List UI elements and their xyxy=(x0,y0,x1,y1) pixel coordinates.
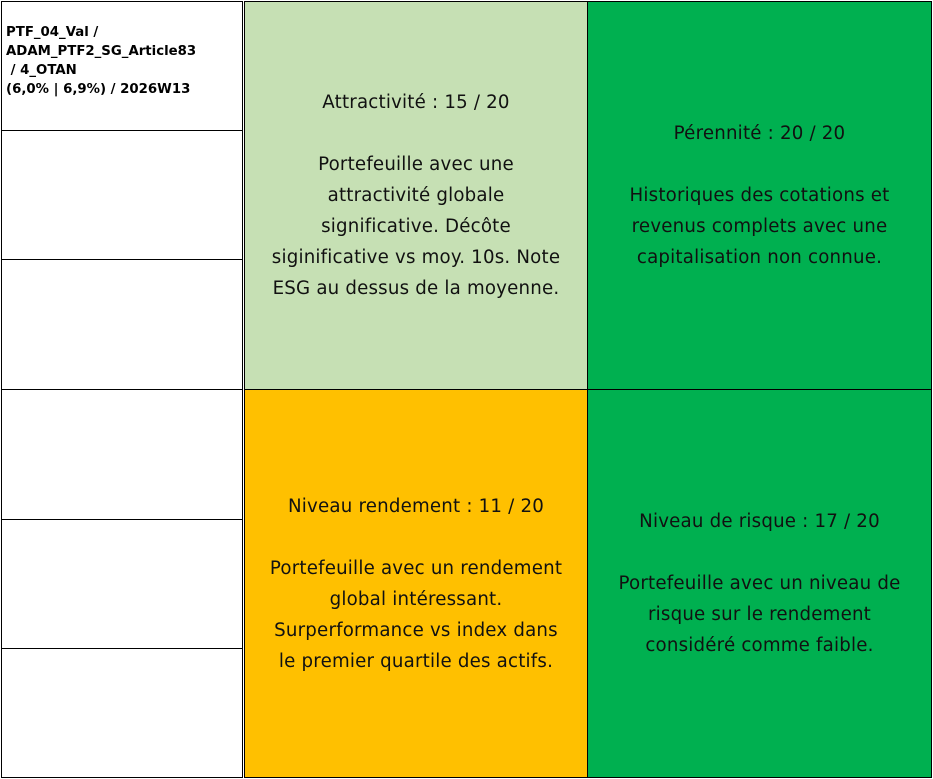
portfolio-group-line: / 4_OTAN xyxy=(6,63,77,78)
perennite-description: Historiques des cotations et revenus complets avec une capitalisation non connue. xyxy=(629,185,890,268)
portfolio-header-cell xyxy=(1,1,243,131)
empty-cell-5 xyxy=(1,648,243,778)
rendement-description: Portefeuille avec un rendement global intéressant. Surperformance vs index dans le premier quartile des actifs. xyxy=(269,557,563,672)
empty-cell-2 xyxy=(1,259,243,390)
perennite-title: Pérennité : 20 / 20 xyxy=(673,123,846,144)
portfolio-id-line: PTF_04_Val / xyxy=(6,25,99,40)
perennite-tile xyxy=(587,1,932,390)
attractivite-title: Attractivité : 15 / 20 xyxy=(322,92,510,113)
empty-cell-4 xyxy=(1,519,243,649)
risque-description: Portefeuille avec un niveau de risque sur le rendement considéré comme faible. xyxy=(618,573,901,656)
portfolio-metrics-line: (6,0% | 6,9%) / 2026W13 xyxy=(6,82,191,97)
attractivite-description: Portefeuille avec une attractivité globale significative. Décôte siginificative vs moy. 10s. Note ESG au dessus de la moyenne. xyxy=(271,154,561,299)
empty-cell-3 xyxy=(1,389,243,520)
rendement-title: Niveau rendement : 11 / 20 xyxy=(287,495,545,517)
portfolio-name-line: ADAM_PTF2_SG_Article83 xyxy=(6,44,197,59)
attractivite-tile xyxy=(244,1,588,390)
empty-cell-1 xyxy=(1,130,243,260)
risque-title: Niveau de risque : 17 / 20 xyxy=(639,511,880,532)
rendement-tile xyxy=(244,389,588,778)
risque-tile xyxy=(587,389,932,778)
